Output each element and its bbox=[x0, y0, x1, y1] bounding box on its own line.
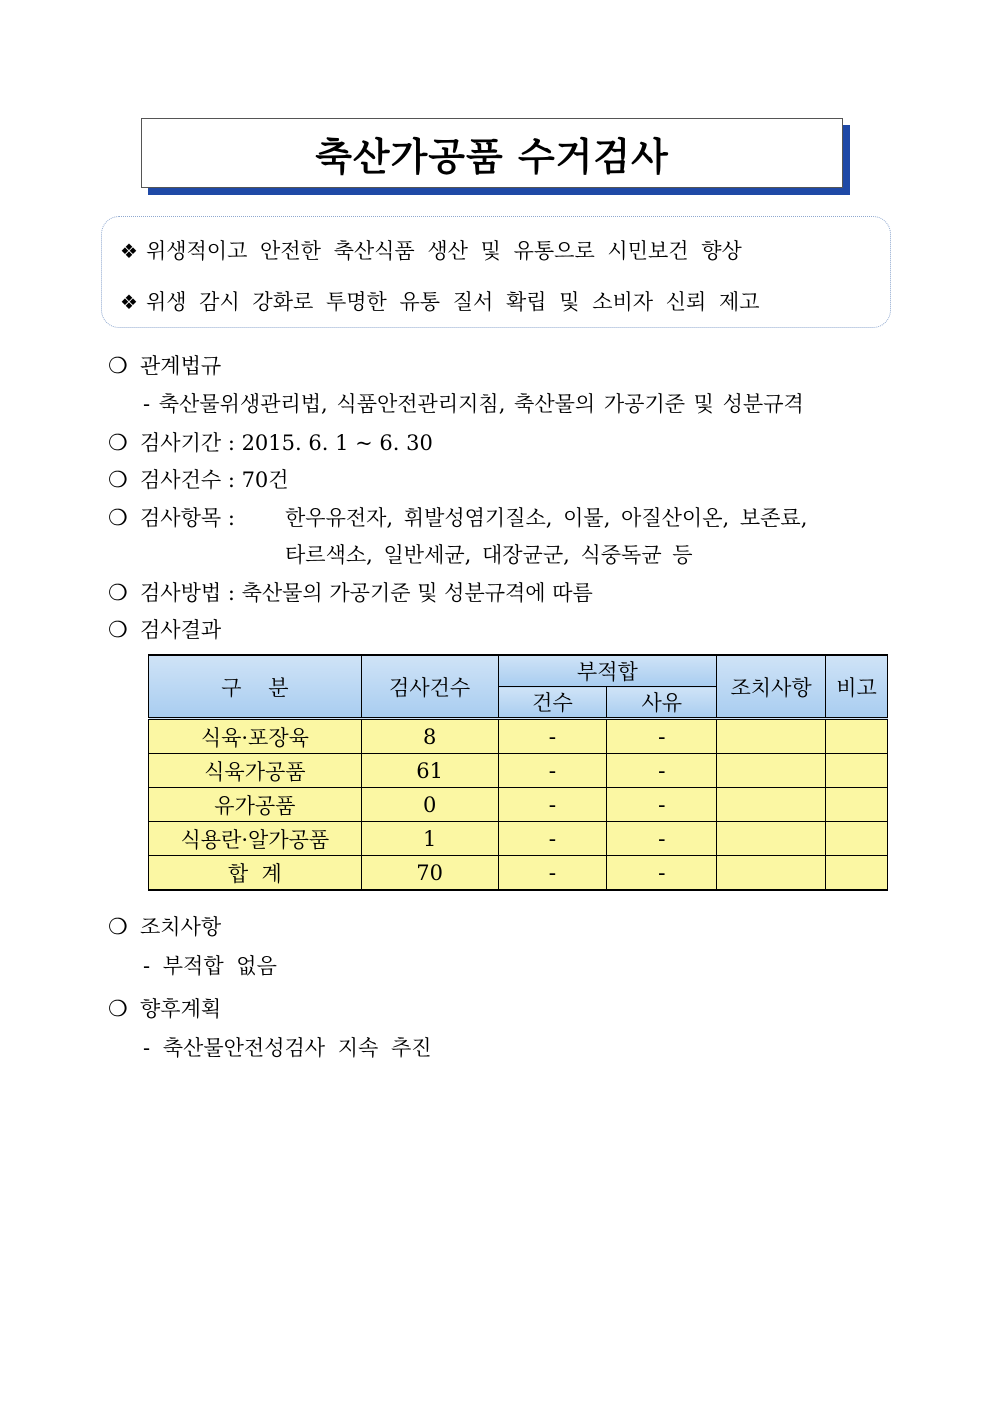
summary-item: ❖ 위생적이고 안전한 축산식품 생산 및 유통으로 시민보건 향상 bbox=[120, 239, 742, 263]
circle-bullet-icon: ❍ bbox=[108, 354, 128, 379]
header-remarks: 비고 bbox=[826, 655, 888, 719]
period-section: ❍ 검사기간 : 2015. 6. 1 ~ 6. 30 bbox=[108, 431, 433, 456]
row-remarks bbox=[826, 856, 888, 891]
summary-box bbox=[101, 216, 891, 328]
row-category: 합 계 bbox=[149, 856, 362, 891]
circle-bullet-icon: ❍ bbox=[108, 915, 128, 940]
row-remarks bbox=[826, 719, 888, 754]
law-section: ❍ 관계법규 bbox=[108, 354, 222, 379]
result-table bbox=[148, 654, 888, 891]
table-row bbox=[149, 754, 888, 788]
circle-bullet-icon: ❍ bbox=[108, 431, 128, 456]
header-nonconforming: 부적합 bbox=[498, 655, 717, 687]
law-detail: - 축산물위생관리법, 식품안전관리지침, 축산물의 가공기준 및 성분규격 bbox=[143, 392, 804, 416]
row-action bbox=[717, 788, 826, 822]
title-box bbox=[141, 118, 843, 188]
table-row-total bbox=[149, 856, 888, 891]
table-row bbox=[149, 822, 888, 856]
header-action: 조치사항 bbox=[717, 655, 826, 719]
summary-item: ❖ 위생 감시 강화로 투명한 유통 질서 확립 및 소비자 신뢰 제고 bbox=[120, 290, 760, 314]
row-inspections: 1 bbox=[361, 822, 498, 856]
row-nc-reason: - bbox=[607, 754, 717, 788]
row-action bbox=[717, 754, 826, 788]
row-inspections: 70 bbox=[361, 856, 498, 891]
circle-bullet-icon: ❍ bbox=[108, 997, 128, 1022]
row-action bbox=[717, 822, 826, 856]
table-row bbox=[149, 719, 888, 754]
plan-section: ❍ 향후계획 bbox=[108, 997, 222, 1022]
row-remarks bbox=[826, 822, 888, 856]
row-nc-reason: - bbox=[607, 856, 717, 891]
result-section: ❍ 검사결과 bbox=[108, 618, 222, 643]
circle-bullet-icon: ❍ bbox=[108, 618, 128, 643]
circle-bullet-icon: ❍ bbox=[108, 581, 128, 606]
items-section: ❍ 검사항목 : bbox=[108, 506, 235, 531]
row-remarks bbox=[826, 754, 888, 788]
row-nc-reason: - bbox=[607, 822, 717, 856]
diamond-bullet-icon: ❖ bbox=[120, 239, 138, 263]
header-category: 구 분 bbox=[149, 655, 362, 719]
action-section: ❍ 조치사항 bbox=[108, 915, 222, 940]
items-line-1: 한우유전자, 휘발성염기질소, 이물, 아질산이온, 보존료, bbox=[285, 506, 808, 530]
circle-bullet-icon: ❍ bbox=[108, 468, 128, 493]
plan-detail: - 축산물안전성검사 지속 추진 bbox=[143, 1036, 432, 1060]
row-inspections: 8 bbox=[361, 719, 498, 754]
row-action bbox=[717, 856, 826, 891]
row-nc-count: - bbox=[498, 719, 607, 754]
header-nc-count: 건수 bbox=[498, 687, 607, 719]
method-section: ❍ 검사방법 : 축산물의 가공기준 및 성분규격에 따름 bbox=[108, 581, 593, 606]
row-nc-reason: - bbox=[607, 788, 717, 822]
row-category: 식용란·알가공품 bbox=[149, 822, 362, 856]
row-action bbox=[717, 719, 826, 754]
diamond-bullet-icon: ❖ bbox=[120, 290, 138, 314]
page-title: 축산가공품 수거검사 bbox=[315, 134, 669, 179]
row-inspections: 0 bbox=[361, 788, 498, 822]
circle-bullet-icon: ❍ bbox=[108, 506, 128, 531]
row-inspections: 61 bbox=[361, 754, 498, 788]
action-detail: - 부적합 없음 bbox=[143, 954, 277, 978]
row-nc-count: - bbox=[498, 754, 607, 788]
row-nc-count: - bbox=[498, 856, 607, 891]
row-nc-reason: - bbox=[607, 719, 717, 754]
count-section: ❍ 검사건수 : 70건 bbox=[108, 468, 289, 493]
row-category: 식육가공품 bbox=[149, 754, 362, 788]
header-nc-reason: 사유 bbox=[607, 687, 717, 719]
row-nc-count: - bbox=[498, 822, 607, 856]
row-nc-count: - bbox=[498, 788, 607, 822]
row-category: 유가공품 bbox=[149, 788, 362, 822]
row-category: 식육·포장육 bbox=[149, 719, 362, 754]
items-line-2: 타르색소, 일반세균, 대장균군, 식중독균 등 bbox=[285, 543, 693, 567]
table-row bbox=[149, 788, 888, 822]
header-inspections: 검사건수 bbox=[361, 655, 498, 719]
row-remarks bbox=[826, 788, 888, 822]
